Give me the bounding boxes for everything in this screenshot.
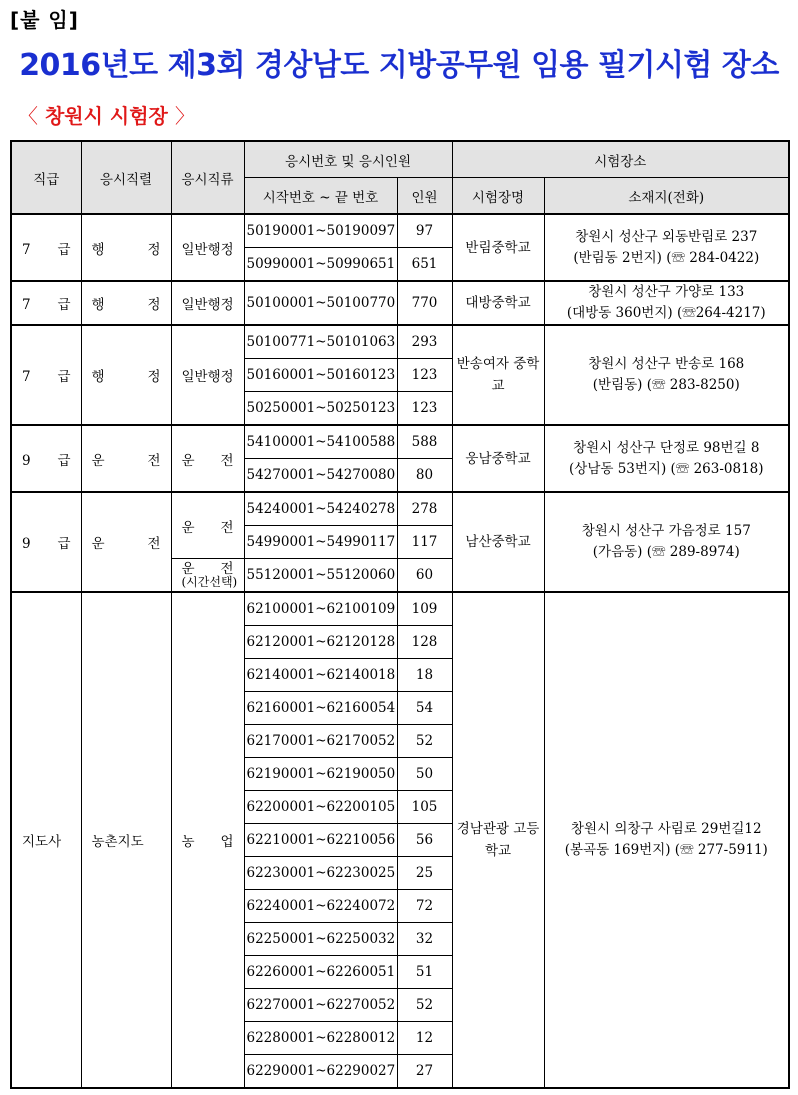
count-cell: 12 [397,1022,452,1055]
grade-cell: 7 급 [11,281,81,325]
grade-cell: 7 급 [11,325,81,425]
exam-venue-table [10,140,790,1089]
count-cell: 27 [397,1055,452,1089]
table-row [11,325,789,359]
class-cell [171,559,244,593]
count-cell: 50 [397,758,452,791]
class-name: 운 전 [181,561,234,577]
table-body [11,214,789,1088]
count-cell: 588 [397,425,452,459]
venue-cell: 대방중학교 [452,281,544,325]
table-row [11,214,789,248]
venue-cell: 웅남중학교 [452,425,544,492]
address-cell [544,425,789,492]
series-cell: 운 전 [81,425,171,492]
count-cell: 293 [397,325,452,359]
range-cell: 62270001~62270052 [244,989,397,1022]
count-cell: 72 [397,890,452,923]
section-subtitle [18,100,195,129]
count-cell: 97 [397,214,452,248]
range-cell: 62250001~62250032 [244,923,397,956]
count-cell: 60 [397,559,452,593]
address-phone-line: (대방동 360번지) (☏264-4217) [566,305,766,321]
range-cell: 62260001~62260051 [244,956,397,989]
range-cell: 62170001~62170052 [244,725,397,758]
count-cell: 770 [397,281,452,325]
address-line: 창원시 성산구 가음정로 157 [581,523,751,539]
address-line: 창원시 성산구 반송로 168 [588,356,745,372]
address-phone-line: (가음동) (☏ 289-8974) [592,544,740,560]
range-cell: 62290001~62290027 [244,1055,397,1089]
range-cell: 54240001~54240278 [244,492,397,526]
grade-cell: 7 급 [11,214,81,281]
series-cell: 운 전 [81,492,171,592]
range-cell: 50100001~50100770 [244,281,397,325]
col-class: 응시직류 [171,141,244,214]
count-cell: 80 [397,459,452,493]
range-cell: 62120001~62120128 [244,626,397,659]
range-cell: 62140001~62140018 [244,659,397,692]
count-cell: 32 [397,923,452,956]
grade-cell: 9 급 [11,492,81,592]
address-line: 창원시 성산구 가양로 133 [588,284,745,300]
range-cell: 55120001~55120060 [244,559,397,593]
class-cell: 농 업 [171,592,244,1088]
range-cell: 62100001~62100109 [244,592,397,626]
range-cell: 50990001~50990651 [244,248,397,282]
range-cell: 62210001~62210056 [244,824,397,857]
count-cell: 123 [397,359,452,392]
range-cell: 62160001~62160054 [244,692,397,725]
address-phone-line: (반림동) (☏ 283-8250) [592,377,740,393]
range-cell: 54990001~54990117 [244,526,397,559]
range-cell: 62230001~62230025 [244,857,397,890]
address-cell [544,214,789,281]
attachment-label: [붙 임] [10,8,79,32]
count-cell: 51 [397,956,452,989]
count-cell: 52 [397,989,452,1022]
range-cell: 62280001~62280012 [244,1022,397,1055]
address-phone-line: (봉곡동 169번지) (☏ 277-5911) [564,842,768,858]
page-title: 2016년도 제3회 경상남도 지방공무원 임용 필기시험 장소 [19,48,779,83]
table-row [11,492,789,526]
col-count: 인원 [397,178,452,215]
count-cell: 52 [397,725,452,758]
series-cell: 농촌지도 [81,592,171,1088]
col-grade: 직급 [11,141,81,214]
count-cell: 54 [397,692,452,725]
col-venue-group: 시험장소 [452,141,789,178]
range-cell: 50250001~50250123 [244,392,397,426]
address-cell [544,492,789,592]
count-cell: 18 [397,659,452,692]
address-cell [544,325,789,425]
count-cell: 123 [397,392,452,426]
table-row [11,281,789,325]
count-cell: 651 [397,248,452,282]
series-cell: 행 정 [81,325,171,425]
count-cell: 25 [397,857,452,890]
range-cell: 50100771~50101063 [244,325,397,359]
range-cell: 62240001~62240072 [244,890,397,923]
address-cell [544,281,789,325]
class-cell: 운 전 [171,425,244,492]
class-cell: 일반행정 [171,281,244,325]
venue-cell: 남산중학교 [452,492,544,592]
bracket-open: 〈 [18,104,38,128]
class-cell: 일반행정 [171,325,244,425]
class-cell: 일반행정 [171,214,244,281]
venue-cell: 반림중학교 [452,214,544,281]
class-note: (시간선택) [181,575,238,589]
subtitle-text: 창원시 시험장 [44,104,168,128]
table-header [11,141,789,214]
series-cell: 행 정 [81,281,171,325]
range-cell: 62200001~62200105 [244,791,397,824]
range-cell: 54100001~54100588 [244,425,397,459]
count-cell: 105 [397,791,452,824]
bracket-close: 〉 [174,104,195,128]
grade-cell: 9 급 [11,425,81,492]
series-cell: 행 정 [81,214,171,281]
class-cell: 운 전 [171,492,244,559]
address-line: 창원시 성산구 단정로 98번길 8 [573,439,760,456]
venue-cell: 반송여자 중학교 [452,325,544,425]
col-exam-group: 응시번호 및 응시인원 [244,141,452,178]
table-row [11,592,789,626]
range-cell: 50160001~50160123 [244,359,397,392]
address-line: 창원시 의창구 사림로 29번길12 [570,821,762,837]
venue-cell: 경남관광 고등학교 [452,592,544,1088]
count-cell: 109 [397,592,452,626]
col-range: 시작번호 ~ 끝 번호 [244,178,397,215]
count-cell: 56 [397,824,452,857]
range-cell: 50190001~50190097 [244,214,397,248]
range-cell: 62190001~62190050 [244,758,397,791]
col-address: 소재지(전화) [544,178,789,215]
col-series: 응시직렬 [81,141,171,214]
count-cell: 117 [397,526,452,559]
col-venue: 시험장명 [452,178,544,215]
address-cell [544,592,789,1088]
grade-cell: 지도사 [11,592,81,1088]
count-cell: 278 [397,492,452,526]
address-line: 창원시 성산구 외동반림로 237 [575,228,758,245]
range-cell: 54270001~54270080 [244,459,397,493]
table-row [11,425,789,459]
address-phone-line: (반림동 2번지) (☏ 284-0422) [573,249,760,266]
count-cell: 128 [397,626,452,659]
address-phone-line: (상남동 53번지) (☏ 263-0818) [569,460,764,477]
